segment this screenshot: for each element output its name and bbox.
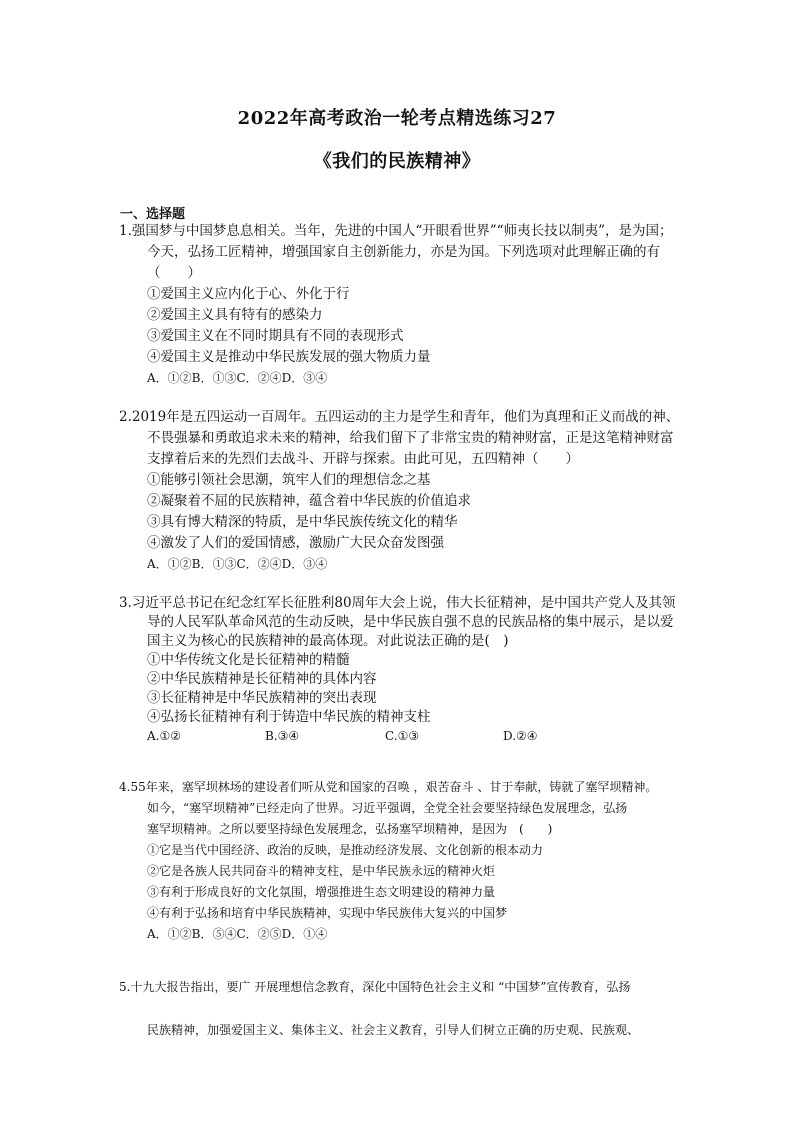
section-heading: 一、选择题 [120,207,186,222]
question-stem-line: 3.习近平总书记在纪念红军长征胜利80周年大会上说，伟大长征精神，是中国共产党人及其领 [119,595,676,611]
answer-choices: A．①②B．⑤④C．②⑤D．①④ [147,927,328,941]
option-item: ④爱国主义是推动中华民族发展的强大物质力量 [147,349,431,365]
document-title: 2022年高考政治一轮考点精选练习27 [237,108,557,129]
answer-option-b: B.③④ [265,729,300,743]
answer-option-d: D.②④ [503,729,538,743]
question-stem-line: 如今，“塞罕坝精神”已经走向了世界。习近平强调，全党全社会要坚持绿色发展理念，弘扬 [147,801,628,815]
option-item: ④有利于弘扬和培育中华民族精神，实现中华民族伟大复兴的中国梦 [147,906,508,920]
question-1 [119,221,704,389]
question-stem-line: 国主义为核心的民族精神的最高体现。对此说法正确的是( ) [147,633,509,649]
option-item: ②它是各族人民共同奋斗的精神支柱，是中华民族永远的精神火炬 [147,864,496,878]
question-5 [119,976,704,1062]
question-stem-line: 4.55年来，塞罕坝林场的建设者们听从党和国家的召唤 ，艰苦奋斗 、甘于奉献，铸就了塞罕坝精神。 [119,780,658,794]
answer-option-a: A.①② [147,729,181,743]
question-stem-line: 今天，弘扬工匠精神，增强国家自主创新能力，亦是为国。下列选项对此理解正确的有 [147,244,660,260]
option-item: ②凝聚着不屈的民族精神，蕴含着中华民族的价值追求 [147,493,471,509]
answer-choices: A．①②B．①③C．②④D．③④ [147,557,328,571]
option-item: ②中华民族精神是长征精神的具体内容 [147,671,377,687]
option-item: ③具有博大精深的特质，是中华民族传统文化的精华 [147,514,458,530]
question-stem-line: 塞罕坝精神。之所以要坚持绿色发展理念，弘扬塞罕坝精神，是因为 ( ) [147,822,553,836]
option-item: ③长征精神是中华民族精神的突出表现 [147,690,377,706]
option-item: ②爱国主义具有特有的感染力 [147,307,323,323]
question-stem-line: 不畏强暴和勇敢追求未来的精神，给我们留下了非常宝贵的精神财富，正是这笔精神财富 [147,430,674,446]
option-item: ④弘扬长征精神有利于铸造中华民族的精神支柱 [147,709,431,725]
question-3 [119,594,704,746]
question-stem-line: 民族精神，加强爱国主义、集体主义、社会主义教育，引导人们树立正确的历史观、民族观、 [147,1023,640,1037]
question-stem-line: 2.2019年是五四运动一百周年。五四运动的主力是学生和青年，他们为真理和正义而战的神、 [119,409,680,425]
question-stem-line: 5.十九大报告指出，要广 开展理想信念教育，深化中国特色社会主义和 “中国梦”宣传教育，弘扬 [119,980,631,994]
answer-choices [119,727,704,746]
question-2 [119,407,704,575]
question-stem-line: 1.强国梦与中国梦息息相关。当年，先进的中国人“开眼看世界”“师夷长技以制夷”，是为国； [119,223,673,239]
answer-choices: A．①②B．①③C．②④D．③④ [147,371,328,385]
question-stem-line: 支撑着后来的先烈们去战斗、开辟与探索。由此可见，五四精神（ ） [147,451,579,467]
answer-option-c: C.①③ [385,729,420,743]
document-subtitle: 《我们的民族精神》 [313,151,481,172]
option-item: ①爱国主义应内化于心、外化于行 [147,286,350,302]
option-item: ①中华传统文化是长征精神的精髓 [147,652,350,668]
question-stem-line: 导的人民军队革命风范的生动反映，是中华民族自强不息的民族品格的集中展示，是以爱 [147,614,674,630]
question-4 [119,777,704,945]
option-item: ④激发了人们的爱国情感，激励广大民众奋发图强 [147,535,444,551]
option-item: ③爱国主义在不同时期具有不同的表现形式 [147,328,404,344]
question-stem-line: （ ） [147,265,201,281]
option-item: ①能够引领社会思潮，筑牢人们的理想信念之基 [147,472,431,488]
option-item: ③有利于形成良好的文化氛围，增强推进生态文明建设的精神力量 [147,885,496,899]
option-item: ①它是当代中国经济、政治的反映，是推动经济发展、文化创新的根本动力 [147,843,544,857]
